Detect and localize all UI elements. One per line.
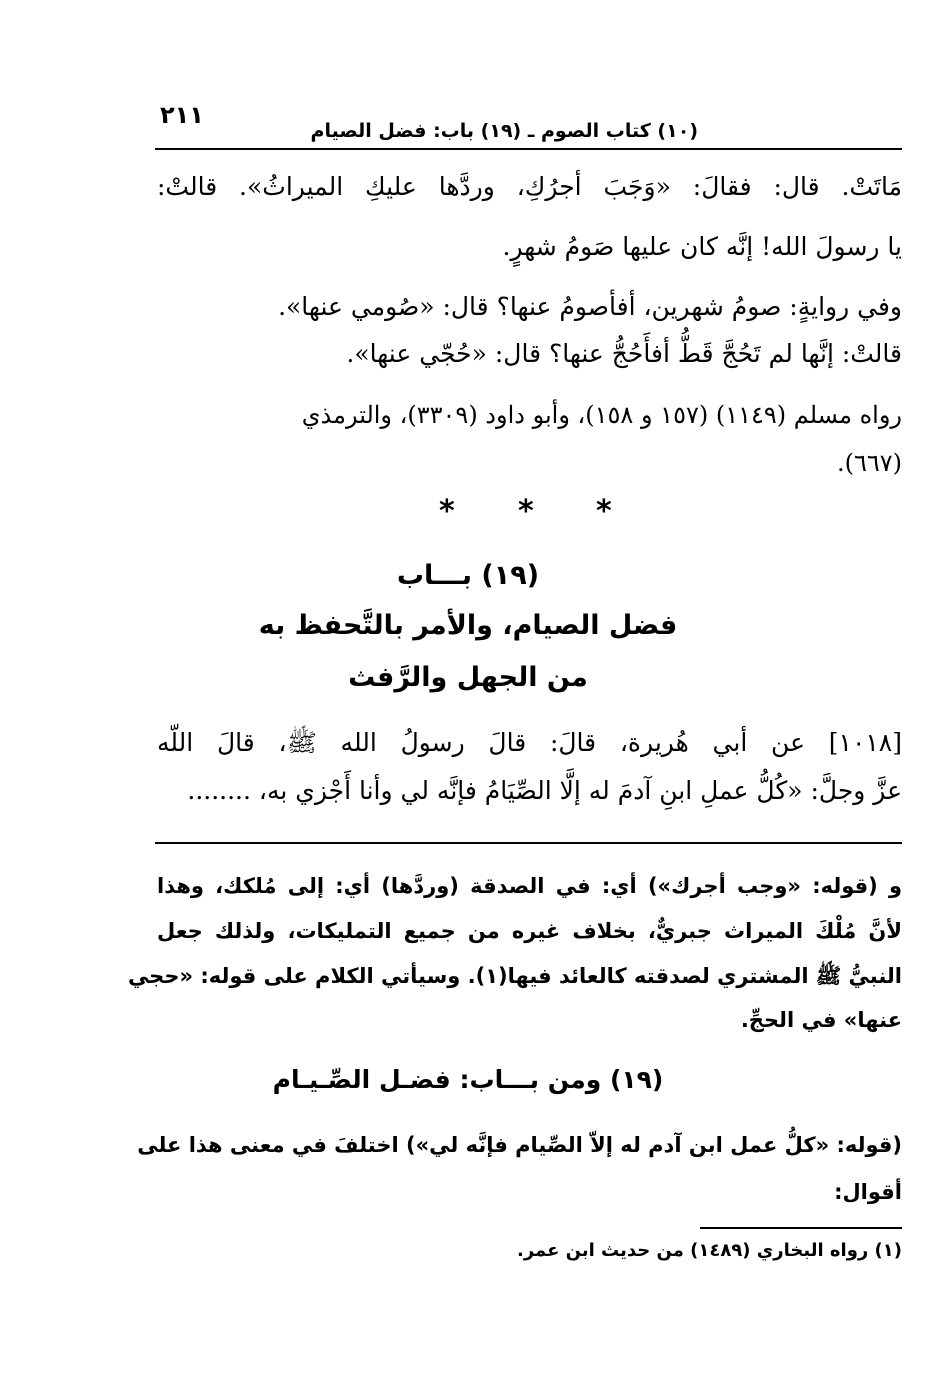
running-title: (١٠) كتاب الصوم ـ (١٩) باب: فضل الصيام <box>310 120 698 142</box>
chapter-number: (١٩) بـــاب <box>396 560 540 591</box>
header-rule <box>155 148 902 150</box>
commentary-line-3: النبيُّ ﷺ المشتري لصدقته كالعائد فيها(١). وسيأتي الكلام على قوله: «حجي <box>127 964 902 988</box>
commentary-line-5: (قوله: «كلُّ عمل ابن آدم له إلاّ الصِّيام فإنَّه لي») اختلفَ في معنى هذا على <box>137 1133 902 1157</box>
asterisk-right: * <box>596 494 612 529</box>
main-line-5: رواه مسلم (١١٤٩) (١٥٧ و ١٥٨)، وأبو داود (٣٣٠٩)، والترمذي <box>301 401 902 429</box>
commentary-line-1: و (قوله: «وجب أجرك») أي: في الصدقة (وردَّها) أي: إلى مُلكك، وهذا <box>157 874 902 898</box>
commentary-heading: (١٩) ومن بـــاب: فضـل الصِّـيـام <box>272 1065 664 1094</box>
page-number: ٢١١ <box>160 101 204 129</box>
asterisk-middle: * <box>518 494 534 529</box>
chapter-title-line-1: فضل الصيام، والأمر بالتَّحفظ به <box>258 610 678 641</box>
main-line-3: وفي روايةٍ: صومُ شهرين، أفأصومُ عنها؟ قال: «صُومي عنها». <box>278 292 902 321</box>
main-line-4: قالتْ: إنَّها لم تَحُجَّ قَطُّ أفأَحُجُّ عنها؟ قال: «حُجّي عنها». <box>346 339 902 368</box>
asterisk-left: * <box>439 494 455 529</box>
commentary-rule <box>155 842 902 844</box>
hadith-line-2: عزَّ وجلَّ: «كُلُّ عملِ ابنِ آدمَ له إلَّا الصِّيَامُ فإنَّه لي وأنا أَجْزي به، ........ <box>187 776 902 805</box>
main-line-2: يا رسولَ الله! إنَّه كان عليها صَومُ شهرٍ. <box>502 232 902 261</box>
footnote-rule <box>700 1227 902 1229</box>
commentary-line-2: لأنَّ مُلْكَ الميراث جبريٌّ، بخلاف غيره من جميع التمليكات، ولذلك جعل <box>157 919 902 943</box>
commentary-line-6: أقوال: <box>834 1180 902 1204</box>
main-line-6: (٦٦٧). <box>836 449 902 477</box>
hadith-line-1: [١٠١٨] عن أبي هُريرة، قالَ: قالَ رسولُ الله ﷺ، قالَ اللّه <box>157 728 902 757</box>
main-line-1: مَاتَتْ. قال: فقالَ: «وَجَبَ أجرُكِ، وردَّها عليكِ الميراثُ». قالتْ: <box>157 172 902 201</box>
commentary-line-4: عنها» في الحجِّ. <box>740 1008 902 1032</box>
chapter-title-line-2: من الجهل والرَّفث <box>348 662 588 693</box>
footnote: (١) رواه البخاري (١٤٨٩) من حديث ابن عمر. <box>516 1240 902 1261</box>
